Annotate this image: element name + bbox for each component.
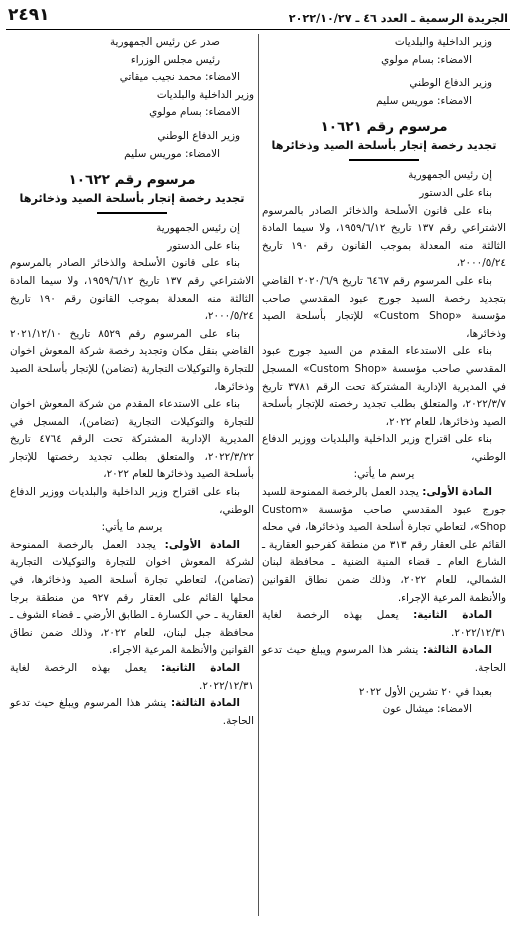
article-label: المادة الثانية: [161, 662, 241, 674]
article-text: يعمل بهذه الرخصة لغاية ٢٠٢٢/١٢/٣١. [262, 609, 506, 639]
signer-role: وزير الدفاع الوطني [409, 77, 492, 90]
preamble-paragraph: بناء على قانون الأسلحة والذخائر الصادر بالمرسوم الاشتراعي رقم ١٣٧ تاريخ ١٩٥٩/٦/١٢، ولا سيما المادة الثالثة منه المعدلة بموجب القانون رقم ١٩٠ تاريخ ٢٠٠٠/٥/٢٤، [10, 257, 255, 323]
column-divider [258, 34, 259, 916]
right-column [262, 34, 506, 719]
decree-title: مرسوم رقم ١٠٦٢١ [320, 119, 448, 136]
signer-role: رئيس مجلس الوزراء [130, 53, 220, 66]
preamble-paragraph: بناء على قانون الأسلحة والذخائر الصادر بالمرسوم الاشتراعي رقم ١٣٧ تاريخ ١٩٥٩/٦/١٢، ولا سيما المادة الثالثة منه المعدلة بموجب القانون رقم ١٩٠ تاريخ ٢٠٠٠/٥/٢٤، [262, 204, 507, 270]
issued-by: صدر عن رئيس الجمهورية [109, 36, 220, 48]
decree-subtitle: تجديد رخصة إتجار بأسلحة الصيد وذخائرها [271, 139, 497, 153]
title-rule [349, 159, 419, 161]
article-2 [10, 660, 254, 695]
decrees-heading: يرسم ما يأتي: [353, 468, 415, 481]
article-label: المادة الثالثة: [170, 697, 240, 710]
preamble-paragraph: بناء على المرسوم رقم ٦٤٦٧ تاريخ ٢٠٢٠/٦/٩ القاضي بتجديد رخصة السيد جورج عبود المقدسي صاحب مؤسسة «Custom Shop» للإتجار بأسلحة الصيد وذخائرها، [262, 274, 506, 340]
article-1 [262, 484, 506, 607]
preamble-paragraph: بناء على الاستدعاء المقدم من السيد جورج عبود المقدسي صاحب مؤسسة «Custom Shop» المسجل في المديرية الإدارية المشتركة تحت الرقم ٣٧٨١ تاريخ ٢٠٢٢/٣/٧، والمتعلق بطلب تجديد رخصته للإتجار بأسلحة الصيد وذخائرها، للعام ٢٠٢٢، [262, 345, 506, 428]
article-text: ينشر هذا المرسوم ويبلغ حيث تدعو الحاجة. [10, 697, 254, 727]
article-label: المادة الأولى: [422, 486, 492, 499]
preamble-paragraph: بناء على اقتراح وزير الداخلية والبلديات ووزير الدفاع الوطني، [10, 486, 254, 516]
article-label: المادة الثالثة: [422, 644, 492, 657]
page-header [6, 5, 510, 30]
gazette-title: الجريدة الرسمية ـ العدد ٤٦ ـ ٢٠٢٢/١٠/٢٧ [288, 12, 508, 25]
preamble-line: بناء على الدستور [167, 239, 240, 252]
article-text: يجدد العمل بالرخصة الممنوحة للسيد جورج عبود المقدسي صاحب مؤسسة «Custom Shop»، لتعاطي تجارة أسلحة الصيد وذخائرها، في محله القائم على العقار رقم ٣١٣ من منطقة كفرحبو العقارية ـ الشارع العام ـ قضاء المنية الضنية ـ محافظة لبنان الشمالي، للعام ٢٠٢٢، وذلك ضمن نطاق القوانين والأنظمة المرعية الإجراء. [262, 486, 506, 604]
preamble-line: بناء على الدستور [419, 186, 492, 199]
title-rule [97, 212, 167, 214]
signer-role: وزير الداخلية والبلديات [156, 88, 254, 101]
signer-name: الامضاء: بسام مولوي [381, 53, 472, 66]
article-text: يجدد العمل بالرخصة الممنوحة لشركة المعوش اخوان للتجارة والتوكيلات التجارية (تضامن)، لتعاطي تجارة أسلحة الصيد وذخائرها، في محلها القائم على العقار رقم ٩٢٧ من منطقة برجا العقارية ـ حي الكسارة ـ الطابق الأرضي ـ قضاء الشوف ـ محافظة جبل لبنان، للعام ٢٠٢٢، وذلك ضمن نطاق القوانين والأنظمة المرعية الاجراء. [10, 538, 254, 657]
preamble-line: إن رئيس الجمهورية [156, 222, 240, 235]
president-signature: الامضاء: ميشال عون [382, 703, 472, 716]
signer-name: الامضاء: محمد نجيب ميقاتي [119, 71, 240, 84]
preamble-paragraph: بناء على اقتراح وزير الداخلية والبلديات ووزير الدفاع الوطني، [262, 433, 506, 463]
decrees-heading: يرسم ما يأتي: [101, 521, 163, 534]
decree-title: مرسوم رقم ١٠٦٢٢ [68, 172, 196, 189]
page-number: ٢٤٩١ [8, 5, 50, 25]
article-label: المادة الثانية: [413, 609, 493, 622]
article-label: المادة الأولى: [164, 538, 240, 551]
article-3 [10, 695, 254, 730]
preamble-paragraph: بناء على الاستدعاء المقدم من شركة المعوش اخوان للتجارة والتوكيلات التجارية (تضامن)، المسجل في المديرية الإدارية المشتركة تحت الرقم ٤٧٦٤ تاريخ ٢٠٢٢/٣/٢٢، والمتعلق بطلب تجديد رخصتها للإتجار بأسلحة الصيد وذخائرها للعام ٢٠٢٢، [10, 398, 255, 481]
issue-date: بعبدا في ٢٠ تشرين الأول ٢٠٢٢ [358, 685, 492, 698]
signer-name: الامضاء: موريس سليم [376, 94, 472, 107]
signer-name: الامضاء: بسام مولوي [149, 106, 240, 119]
signer-name: الامضاء: موريس سليم [124, 147, 220, 160]
article-3 [262, 642, 506, 677]
article-1 [10, 537, 254, 660]
preamble-paragraph: بناء على المرسوم رقم ٨٥٢٩ تاريخ ٢٠٢١/١٢/١٠ القاضي بنقل مكان وتجديد رخصة شركة المعوش اخوان للتجارة والتوكيلات التجارية (تضامن) للإتجار بأسلحة الصيد وذخائرها، [9, 327, 254, 393]
decree-subtitle: تجديد رخصة إتجار بأسلحة الصيد وذخائرها [19, 192, 245, 206]
signer-role: وزير الدفاع الوطني [157, 129, 240, 142]
left-column [10, 34, 254, 730]
article-2 [262, 607, 506, 642]
article-text: يعمل بهذه الرخصة لغاية ٢٠٢٢/١٢/٣١. [10, 662, 254, 692]
signer-role: وزير الداخلية والبلديات [394, 36, 492, 48]
article-text: ينشر هذا المرسوم ويبلغ حيث تدعو الحاجة. [262, 644, 506, 674]
preamble-line: إن رئيس الجمهورية [408, 169, 492, 182]
